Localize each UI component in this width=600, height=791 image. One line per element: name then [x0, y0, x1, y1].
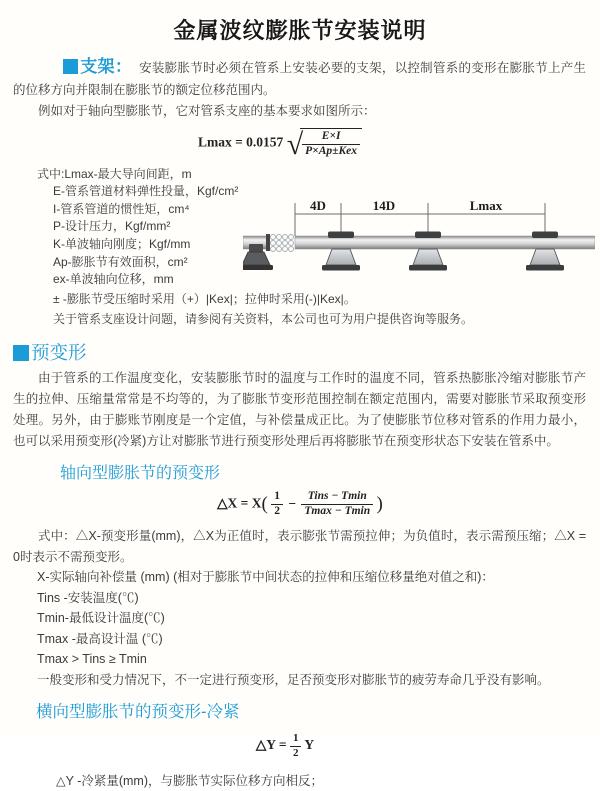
axial-note-line: Tmax > Tins ≥ Tmin [37, 652, 147, 667]
fraction-numerator: 1 [292, 732, 299, 745]
predeform-section-heading [13, 339, 600, 365]
axial-predeform-formula [0, 490, 600, 519]
fraction-denominator: P×Ap±Kex [302, 144, 360, 159]
minus-operator: − [288, 496, 297, 512]
fraction-denominator: 2 [271, 504, 283, 519]
formula-lhs: △X = X [217, 495, 262, 511]
blue-square-bullet-icon [13, 345, 29, 361]
axial-subheading: 轴向型膨胀节的预变形 [60, 464, 221, 482]
axial-note-line: Tmax -最高设计温 (℃) [37, 631, 163, 646]
support-intro-text: 安装膨胀节时必须在管系上安装必要的支架，以控制管系的变形在膨胀节上产生的位移方向并限制在膨胀节的额定位移范围内。 [13, 61, 586, 97]
support-intro-paragraph [13, 56, 586, 101]
formula-rhs: Y [304, 737, 315, 753]
dimension-label-14d: 14D [372, 197, 396, 213]
symbol-definitions-section [0, 166, 600, 329]
fraction [290, 732, 302, 759]
fraction-numerator: E×I [321, 130, 341, 142]
definition-line: Ap-膨胀节有效面积，cm² [53, 254, 188, 269]
radical-sign-icon: √ [286, 128, 304, 162]
fraction-denominator: 2 [290, 746, 302, 760]
right-paren: ) [376, 493, 383, 515]
support-example-line: 例如对于轴向型膨胀节，它对管系支座的基本要求如图所示： [38, 104, 376, 118]
axial-note-line: Tins -安装温度(℃) [37, 590, 139, 605]
page-title: 金属波纹膨胀节安装说明 [173, 18, 427, 43]
bellows-icon [271, 234, 294, 251]
definition-line: I-管系管道的惯性矩，cm⁴ [53, 201, 190, 216]
guide-spacing-formula [0, 128, 560, 162]
definition-line: P-设计压力，Kgf/mm² [53, 219, 171, 234]
blue-square-bullet-icon [63, 59, 78, 74]
axial-note-line: 一般变形和受力情况下，不一定进行预变形，足否预变形对膨胀节的疲劳寿命几乎没有影响。 [37, 672, 550, 687]
definition-line: 式中:Lmax-最大导向间距，m [37, 166, 192, 181]
axial-note-line: X-实际轴向补偿量 (mm) (相对于膨胀节中间状态的拉伸和压缩位移量绝对值之和)： [37, 570, 494, 585]
axial-note-line: Tmin-最低设计温度(℃) [37, 611, 165, 626]
pipe-support-diagram-svg [243, 194, 595, 294]
lateral-note-line: △Y -冷紧量(mm)，与膨胀节实际位移方向相反； [56, 773, 324, 788]
definition-line: ex-单波轴向位移，mm [53, 272, 174, 287]
lateral-subheading: 横向型膨胀节的预变形-冷紧 [36, 703, 240, 722]
consulting-note-line: 关于管系支座设计问题，请参阅有关资料，本公司也可为用户提供咨询等服务。 [53, 311, 474, 326]
dimension-lines [295, 203, 545, 236]
support-section-heading: 支架： [80, 57, 133, 76]
fraction [302, 130, 360, 159]
definition-line: ± -膨胀节受压缩时采用（+）|Kex|；拉伸时采用(-)|Kex|。 [53, 291, 356, 306]
formula-lhs: Lmax = 0.0157 [197, 134, 284, 150]
dimension-label-4d: 4D [310, 197, 326, 213]
axial-note-paragraph: 式中：△X-预变形量(mm)，△X为正值时，表示膨张节需预拉伸；为负值时，表示需预压缩；△X = 0时表示不需预变形。 [13, 529, 586, 564]
fraction-numerator: Tins − Tmin [307, 489, 367, 502]
fraction-numerator: 1 [274, 489, 280, 502]
definition-line: K-单波轴向刚度；Kgf/mm [53, 236, 191, 251]
predeform-heading-text: 预变形 [31, 341, 87, 363]
fraction [271, 490, 283, 519]
fraction [301, 490, 373, 519]
left-paren: ( [261, 493, 268, 515]
definition-line: E-管系管道材料弹性投量，Kgf/cm² [53, 184, 239, 199]
pipe-support-diagram [243, 194, 595, 294]
fraction-denominator: Tmax − Tmin [301, 504, 373, 519]
lateral-coldpull-formula [0, 732, 570, 759]
dimension-label-lmax: Lmax [469, 197, 503, 213]
formula-lhs: △Y = [255, 737, 287, 753]
radical-expression [286, 128, 362, 162]
predeform-paragraph: 由于管系的工作温度变化，安装膨胀节时的温度与工作时的温度不同，管系热膨胀冷缩对膨胀节产生的拉伸、压缩量常常是不均等的，为了膨胀节变形范围控制在额定范围内，需要对膨胀节采取预变形处理。另外，由于膨账节刚度是一个定值，与补偿量成正比。为了使膨胀节位移对管系的作用力最小，也可以采用预变形(冷紧)方让对膨胀节进行预变形处理后再将膨胀节在预变形状态下安装在管系中。 [13, 370, 586, 448]
radical-body [300, 128, 362, 159]
